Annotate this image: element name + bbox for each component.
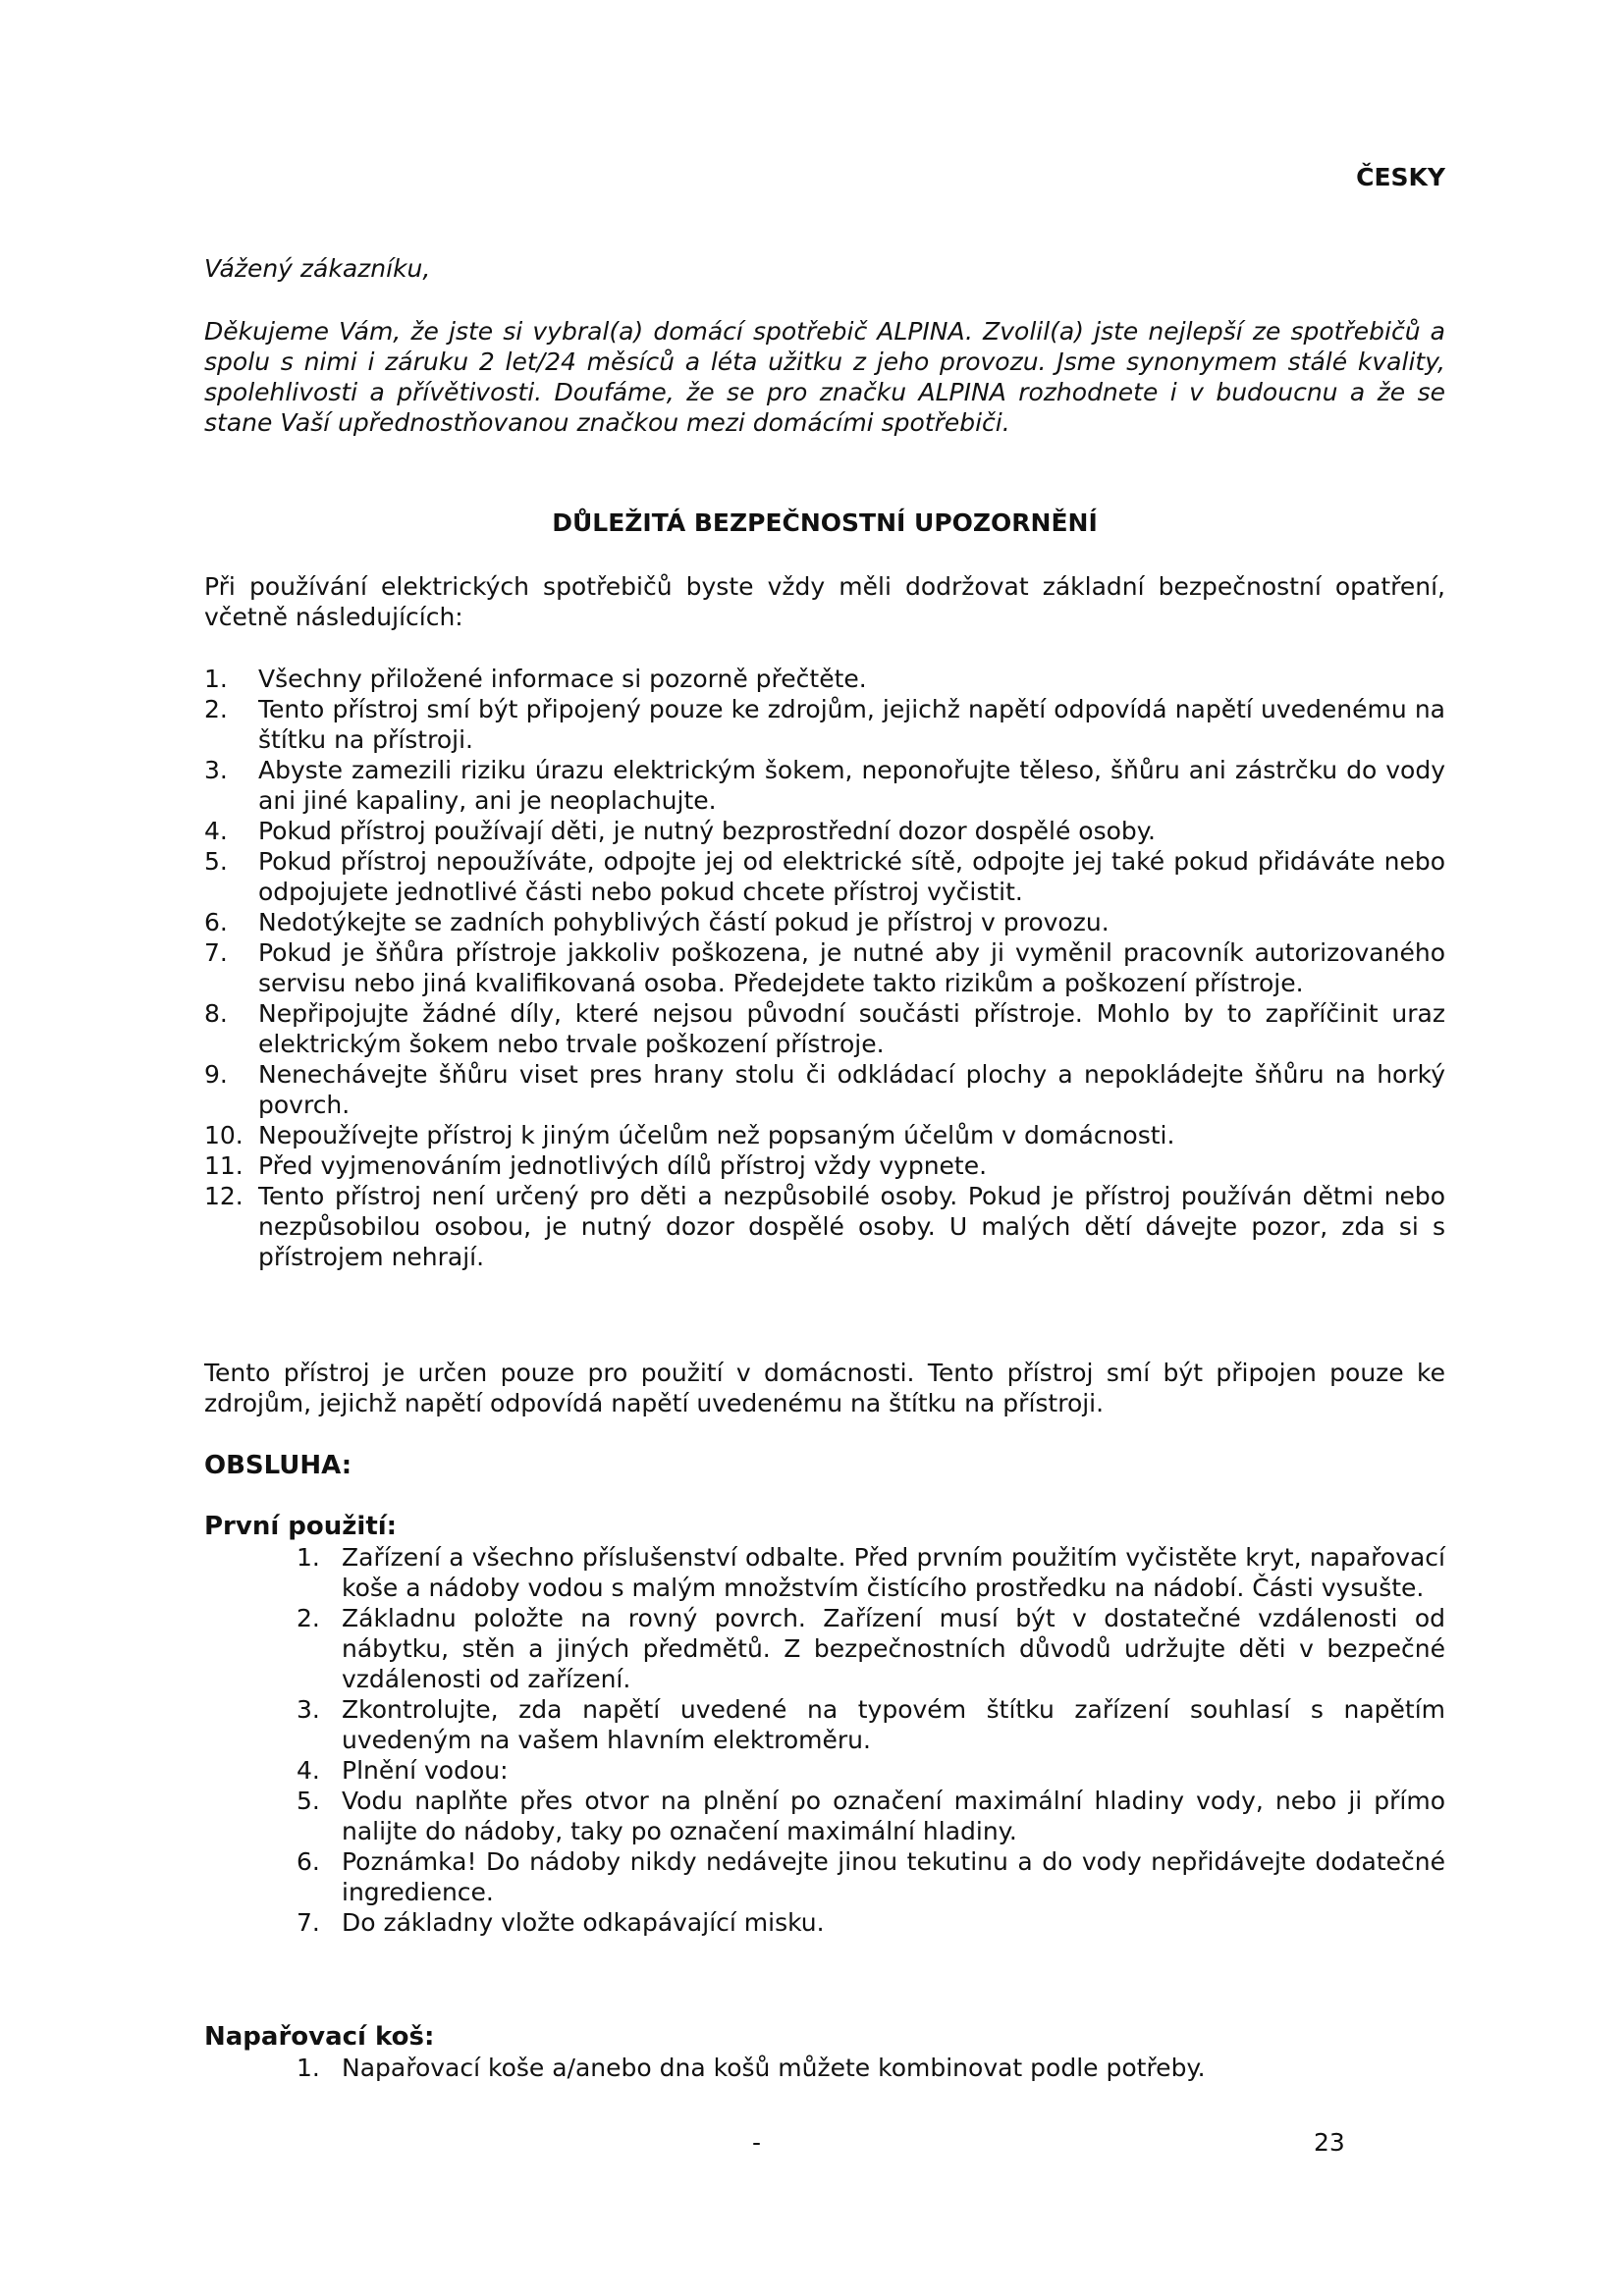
list-item-number: 9. [204, 1060, 228, 1089]
list-item-text: Poznámka! Do nádoby nikdy nedávejte jinou tekutinu a do vody nepřidávejte dodatečné ingredience. [342, 1847, 1445, 1906]
list-item-number: 5. [204, 847, 228, 876]
list-item [297, 1542, 1445, 1603]
list-item [297, 1755, 1445, 1786]
list-item-text: Do základny vložte odkapávající misku. [342, 1908, 825, 1937]
safety-list-container [204, 664, 1445, 1272]
list-item-text: Zařízení a všechno příslušenství odbalte. Před prvním použitím vyčistěte kryt, napařovací koše a nádoby vodou s malým množstvím čistícího prostředku na nádobí. Části vysušte. [342, 1543, 1445, 1602]
list-item-number: 1. [204, 665, 228, 693]
list-item [297, 1846, 1445, 1907]
safety-list [204, 664, 1445, 1272]
list-item [204, 998, 1445, 1059]
steamer-heading: Napařovací koš: [204, 2022, 435, 2052]
footer-dash: - [752, 2128, 762, 2157]
list-item-text: Plnění vodou: [342, 1756, 509, 1785]
first-use-heading: První použití: [204, 1512, 398, 1541]
list-item-number: 5. [297, 1787, 320, 1815]
list-item-number: 7. [297, 1908, 320, 1937]
list-item [204, 846, 1445, 907]
list-item-number: 11. [204, 1151, 244, 1180]
list-item-number: 2. [297, 1604, 320, 1632]
list-item-number: 12. [204, 1182, 244, 1210]
first-use-list-container [297, 1542, 1445, 1938]
list-item-number: 1. [297, 1543, 320, 1572]
list-item-text: Nepoužívejte přístroj k jiným účelům než popsaným účelům v domácnosti. [258, 1121, 1175, 1149]
list-item [204, 1150, 1445, 1181]
list-item-text: Tento přístroj smí být připojený pouze ke zdrojům, jejichž napětí odpovídá napětí uvedenému na štítku na přístroji. [258, 695, 1445, 754]
list-item-number: 4. [297, 1756, 320, 1785]
list-item-text: Napařovací koše a/anebo dna košů můžete kombinovat podle potřeby. [342, 2054, 1206, 2082]
list-item [204, 816, 1445, 846]
list-item [204, 1059, 1445, 1120]
list-item [297, 2053, 1445, 2083]
list-item [204, 937, 1445, 998]
list-item-number: 6. [204, 908, 228, 936]
safety-lead: Při používání elektrických spotřebičů byste vždy měli dodržovat základní bezpečnostní opatření, včetně následujících: [204, 572, 1445, 631]
steamer-list-container [297, 2053, 1445, 2083]
page-number: 23 [1314, 2128, 1345, 2157]
list-item-text: Nenechávejte šňůru viset pres hrany stolu či odkládací plochy a nepokládejte šňůru na horký povrch. [258, 1060, 1445, 1119]
list-item-number: 8. [204, 999, 228, 1028]
list-item [297, 1603, 1445, 1694]
intro-paragraph: Děkujeme Vám, že jste si vybral(a) domácí spotřebič ALPINA. Zvolil(a) jste nejlepší ze spotřebičů a spolu s nimi i záruku 2 let/24 měsíců a léta užitku z jeho provozu. Jsme synonymem stálé kvality, spolehlivosti a přívětivosti. Doufáme, že se pro značku ALPINA rozhodnete i v budoucnu a že se stane Vaší upřednostňovanou značkou mezi domácími spotřebiči. [204, 317, 1445, 437]
steamer-list [297, 2053, 1445, 2083]
list-item-text: Základnu položte na rovný povrch. Zařízení musí být v dostatečné vzdálenosti od nábytku, stěn a jiných předmětů. Z bezpečnostních důvodů udržujte děti v bezpečné vzdálenosti od zařízení. [342, 1604, 1445, 1693]
language-header: ČESKY [1356, 163, 1445, 191]
list-item-number: 3. [297, 1695, 320, 1724]
list-item-text: Abyste zamezili riziku úrazu elektrickým šokem, neponořujte těleso, šňůru ani zástrčku do vody ani jiné kapaliny, ani je neoplachujte. [258, 756, 1445, 815]
list-item-number: 3. [204, 756, 228, 784]
list-item-number: 4. [204, 817, 228, 845]
list-item-text: Pokud přístroj nepoužíváte, odpojte jej od elektrické sítě, odpojte jej také pokud přidáváte nebo odpojujete jednotlivé části nebo pokud chcete přístroj vyčistit. [258, 847, 1445, 906]
list-item-number: 6. [297, 1847, 320, 1876]
list-item-text: Tento přístroj není určený pro děti a nezpůsobilé osoby. Pokud je přístroj používán dětmi nebo nezpůsobilou osobou, je nutný dozor dospělé osoby. U malých dětí dávejte pozor, zda si s přístrojem nehrají. [258, 1182, 1445, 1271]
list-item-number: 10. [204, 1121, 244, 1149]
safety-closing: Tento přístroj je určen pouze pro použití v domácnosti. Tento přístroj smí být připojen pouze ke zdrojům, jejichž napětí odpovídá napětí uvedenému na štítku na přístroji. [204, 1359, 1445, 1417]
list-item [204, 664, 1445, 694]
list-item-number: 2. [204, 695, 228, 723]
list-item-text: Zkontrolujte, zda napětí uvedené na typovém štítku zařízení souhlasí s napětím uvedeným na vašem hlavním elektroměru. [342, 1695, 1445, 1754]
list-item [297, 1907, 1445, 1938]
list-item-number: 1. [297, 2054, 320, 2082]
first-use-list [297, 1542, 1445, 1938]
list-item-text: Před vyjmenováním jednotlivých dílů přístroj vždy vypnete. [258, 1151, 988, 1180]
list-item [204, 1181, 1445, 1272]
list-item [297, 1694, 1445, 1755]
list-item-text: Pokud přístroj používají děti, je nutný bezprostřední dozor dospělé osoby. [258, 817, 1156, 845]
list-item-number: 7. [204, 938, 228, 967]
list-item-text: Nepřipojujte žádné díly, které nejsou původní součásti přístroje. Mohlo by to zapříčinit uraz elektrickým šokem nebo trvale poškození přístroje. [258, 999, 1445, 1058]
list-item [204, 1120, 1445, 1150]
list-item [204, 694, 1445, 755]
list-item-text: Vodu naplňte přes otvor na plnění po označení maximální hladiny vody, nebo ji přímo nalijte do nádoby, taky po označení maximální hladiny. [342, 1787, 1445, 1845]
list-item [204, 907, 1445, 937]
list-item [204, 755, 1445, 816]
list-item [297, 1786, 1445, 1846]
safety-heading: DŮLEŽITÁ BEZPEČNOSTNÍ UPOZORNĚNÍ [552, 508, 1098, 537]
operation-heading: OBSLUHA: [204, 1451, 352, 1480]
list-item-text: Všechny přiložené informace si pozorně přečtěte. [258, 665, 867, 693]
list-item-text: Nedotýkejte se zadních pohyblivých částí pokud je přístroj v provozu. [258, 908, 1110, 936]
list-item-text: Pokud je šňůra přístroje jakkoliv poškozena, je nutné aby ji vyměnil pracovník autorizovaného servisu nebo jiná kvalifikovaná osoba. Předejdete takto rizikům a poškození přístroje. [258, 938, 1445, 997]
greeting: Vážený zákazníku, [204, 254, 431, 283]
